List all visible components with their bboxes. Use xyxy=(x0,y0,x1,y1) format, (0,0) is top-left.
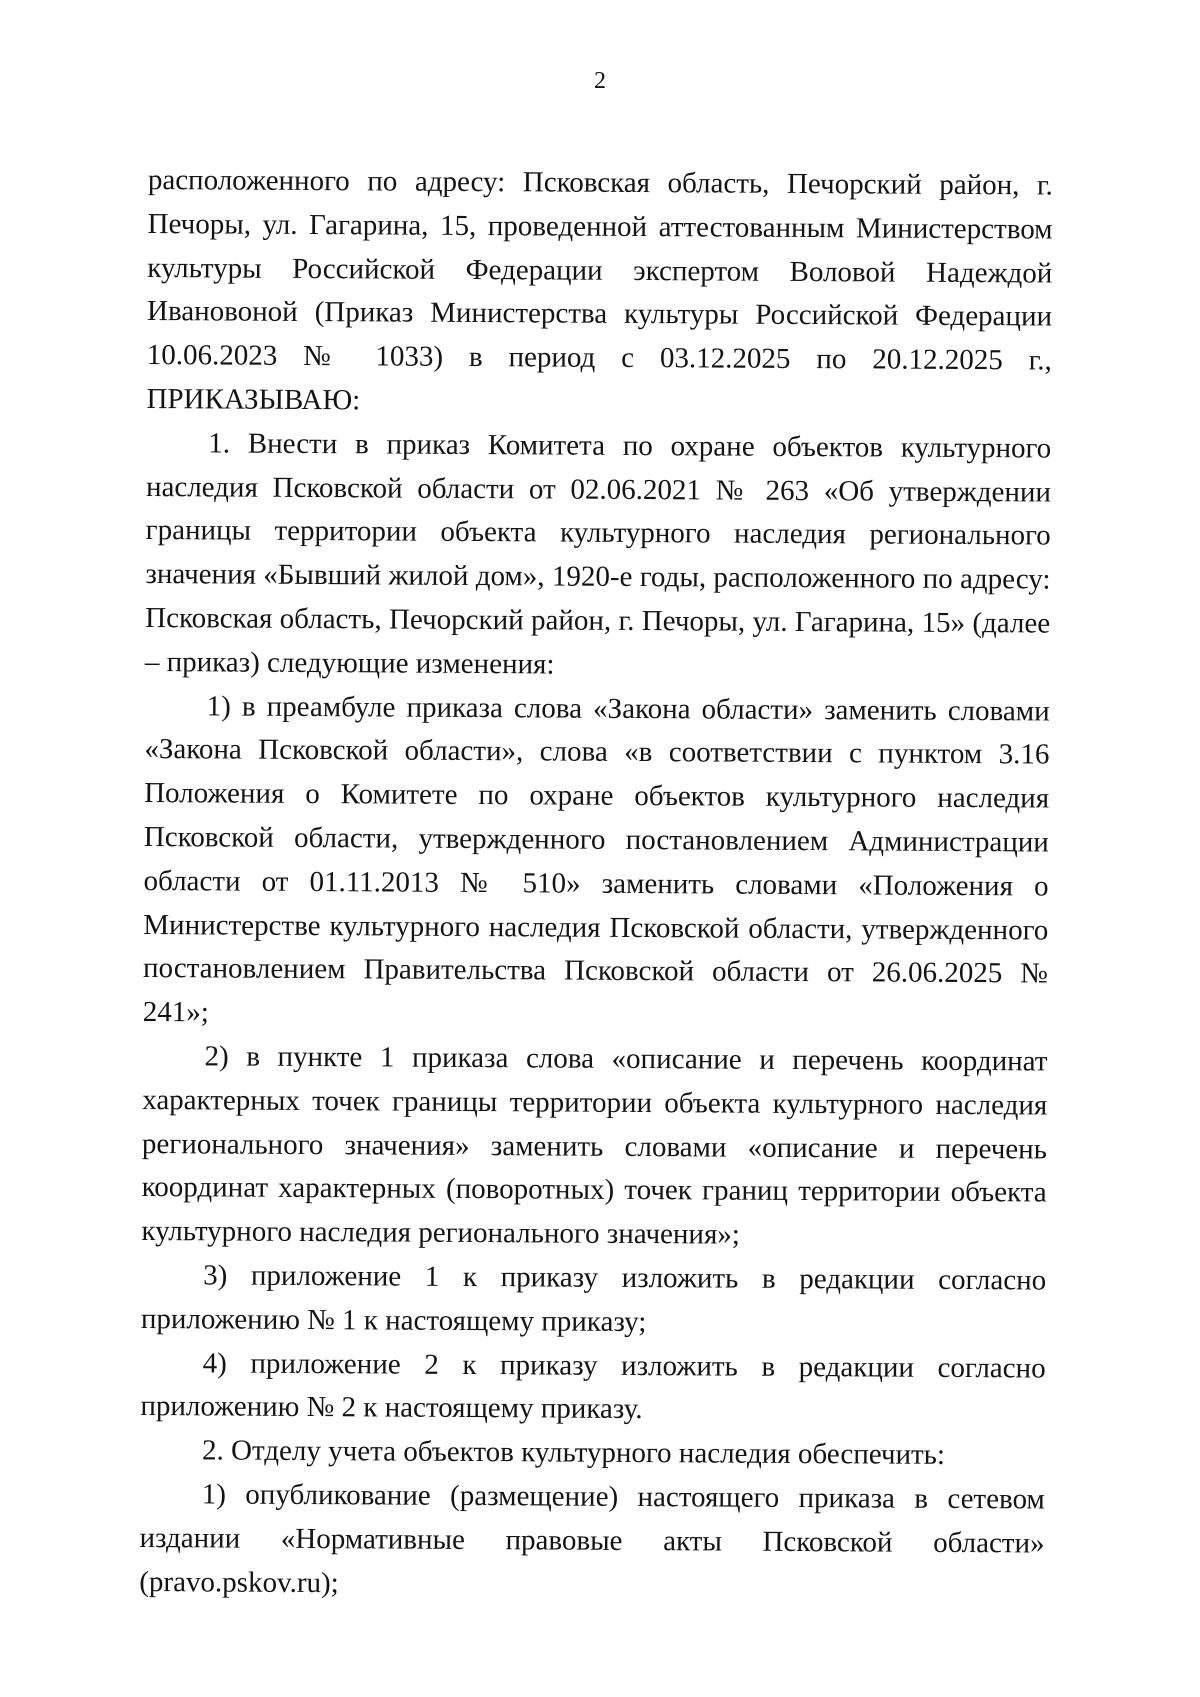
page-number: 2 xyxy=(594,68,606,94)
paragraph-subitem-1-3: 3) приложение 1 к приказу изложить в редакции согласно приложению № 1 к настоящему приказу; xyxy=(140,1259,1047,1338)
paragraph-subitem-1-4: 4) приложение 2 к приказу изложить в редакции согласно приложению № 2 к настоящему приказу. xyxy=(140,1346,1046,1426)
paragraph-subitem-1-2: 2) в пункте 1 приказа слова «описание и перечень координат характерных точек границы территории объекта культурного наследия регионального значения» заменить словами «описание и перечень координат характерных (поворотных) точек границ территории объекта культурного наследия регионального значения»; xyxy=(141,1040,1048,1251)
paragraph-subitem-1-1: 1) в преамбуле приказа слова «Закона области» заменить словами «Закона Псковской области», слова «в соответствии с пунктом 3.16 Положения о Комитете по охране объектов культурного наследия Псковской области, утвержденного постановлением Администрации области от 01.11.2013 № 510» заменить словами «Положения о Министерстве культурного наследия Псковской области, утвержденного постановлением Правительства Псковской области от 26.06.2025 № 241»; xyxy=(142,689,1050,1029)
paragraph-item-1: 1. Внести в приказ Комитета по охране объектов культурного наследия Псковской области от 02.06.2021 № 263 «Об утверждении границы территории объекта культурного наследия регионального значения «Бывший жилой дом», 1920-е годы, расположенного по адресу: Псковская область, Печорский район, г. Печоры, ул. Гагарина, 15» (далее – приказ) следующие изменения: xyxy=(144,427,1052,681)
paragraph-preamble-continuation: расположенного по адресу: Псковская область, Печорский район, г. Печоры, ул. Гагарина, 15, проведенной аттестованным Министерством культуры Российской Федерации экспертом Воловой Надеждой Ивановоной (Приказ Министерства культуры Российской Федерации 10.06.2023 № 1033) в период с 03.12.2025 по 20.12.2025 г., ПРИКАЗЫВАЮ: xyxy=(146,163,1053,417)
document-body xyxy=(139,159,1053,1610)
paragraph-subitem-2-1: 1) опубликование (размещение) настоящего приказа в сетевом издании «Нормативные правовые акты Псковской области» (pravo.pskov.ru); xyxy=(139,1478,1045,1599)
paragraph-item-2: 2. Отделу учета объектов культурного наследия обеспечить: xyxy=(202,1434,946,1472)
